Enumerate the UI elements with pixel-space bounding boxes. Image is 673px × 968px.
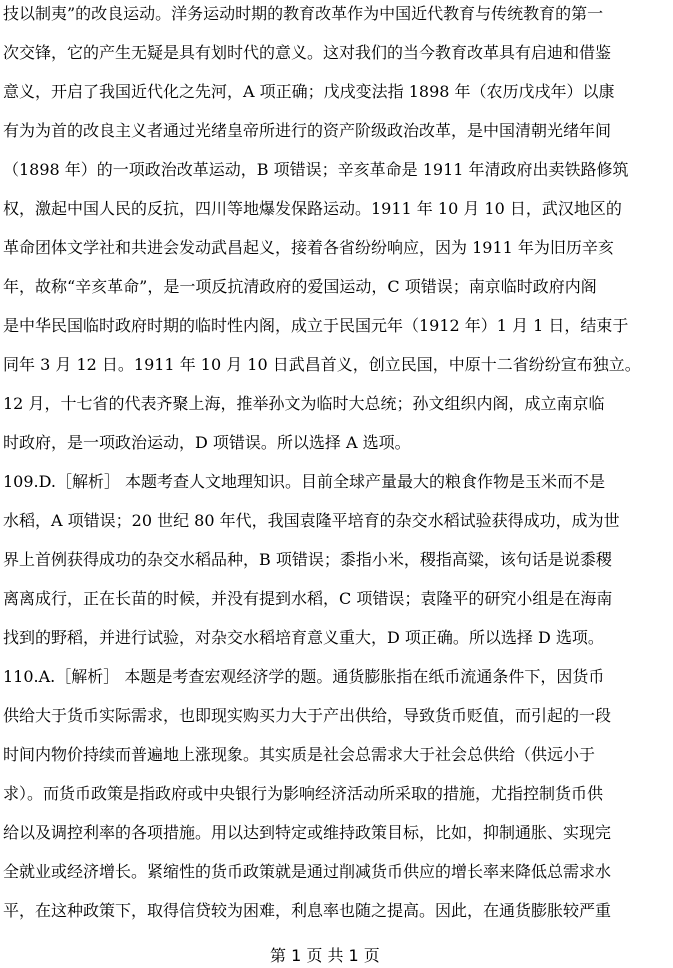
text-line: 技以制夷”的改良运动。洋务运动时期的教育改革作为中国近代教育与传统教育的第一	[3, 4, 604, 23]
text-line: 界上首例获得成功的杂交水稻品种，B 项错误；黍指小米，稷指高粱，该句话是说黍稷	[3, 550, 612, 569]
text-line: 时间内物价持续而普遍地上涨现象。其实质是社会总需求大于社会总供给（供远小于	[3, 745, 596, 764]
text-line: 12 月，十七省的代表齐聚上海，推举孙文为临时大总统；孙文组织内阁，成立南京临	[3, 394, 605, 413]
text-line: 是中华民国临时政府时期的临时性内阁，成立于民国元年（1912 年）1 月 1 日，结束于	[3, 316, 629, 335]
text-line: 次交锋，它的产生无疑是具有划时代的意义。这对我们的当今教育改革具有启迪和借鉴	[3, 43, 612, 62]
text-line: （1898 年）的一项政治改革运动，B 项错误；辛亥革命是 1911 年清政府出卖铁路修筑	[3, 160, 629, 179]
text-line: 供给大于货币实际需求，也即现实购买力大于产出供给，导致货币贬值，而引起的一段	[3, 706, 612, 725]
text-line: 意义，开启了我国近代化之先河，A 项正确；戊戌变法指 1898 年（农历戊戌年）以康	[3, 82, 615, 101]
text-line: 时政府，是一项政治运动，D 项错误。所以选择 A 选项。	[3, 433, 411, 452]
page-footer: 第 1 页 共 1 页	[270, 946, 380, 965]
text-line: 有为为首的改良主义者通过光绪皇帝所进行的资产阶级政治改革，是中国清朝光绪年间	[3, 121, 612, 140]
text-line: 求）。而货币政策是指政府或中央银行为影响经济活动所采取的措施，尤指控制货币供	[3, 784, 604, 803]
text-line: 110.A.［解析］ 本题是考查宏观经济学的题。通货膨胀指在纸币流通条件下，因货币	[3, 667, 605, 686]
text-line: 找到的野稻，并进行试验，对杂交水稻培育意义重大，D 项正确。所以选择 D 选项。	[3, 628, 604, 647]
text-line: 水稻，A 项错误；20 世纪 80 年代，我国袁隆平培育的杂交水稻试验获得成功，成为世	[3, 511, 620, 530]
text-line: 给以及调控利率的各项措施。用以达到特定或维持政策目标，比如，抑制通胀、实现完	[3, 823, 612, 842]
text-line: 109.D.［解析］ 本题考查人文地理知识。目前全球产量最大的粮食作物是玉米而不是	[3, 472, 606, 491]
text-line: 全就业或经济增长。紧缩性的货币政策就是通过削减货币供应的增长率来降低总需求水	[3, 862, 612, 881]
text-line: 权，激起中国人民的反抗，四川等地爆发保路运动。1911 年 10 月 10 日，武汉地区的	[3, 199, 622, 218]
text-line: 同年 3 月 12 日。1911 年 10 月 10 日武昌首义，创立民国，中原十二省纷纷宣布独立。	[3, 355, 641, 374]
text-line: 年，故称“辛亥革命”，是一项反抗清政府的爱国运动，C 项错误；南京临时政府内阁	[3, 277, 597, 296]
text-line: 平，在这种政策下，取得信贷较为困难，利息率也随之提高。因此，在通货膨胀较严重	[3, 901, 612, 920]
text-line: 离离成行，正在长苗的时候，并没有提到水稻，C 项错误；袁隆平的研究小组是在海南	[3, 589, 613, 608]
text-line: 革命团体文学社和共进会发动武昌起义，接着各省纷纷响应，因为 1911 年为旧历辛亥	[3, 238, 614, 257]
